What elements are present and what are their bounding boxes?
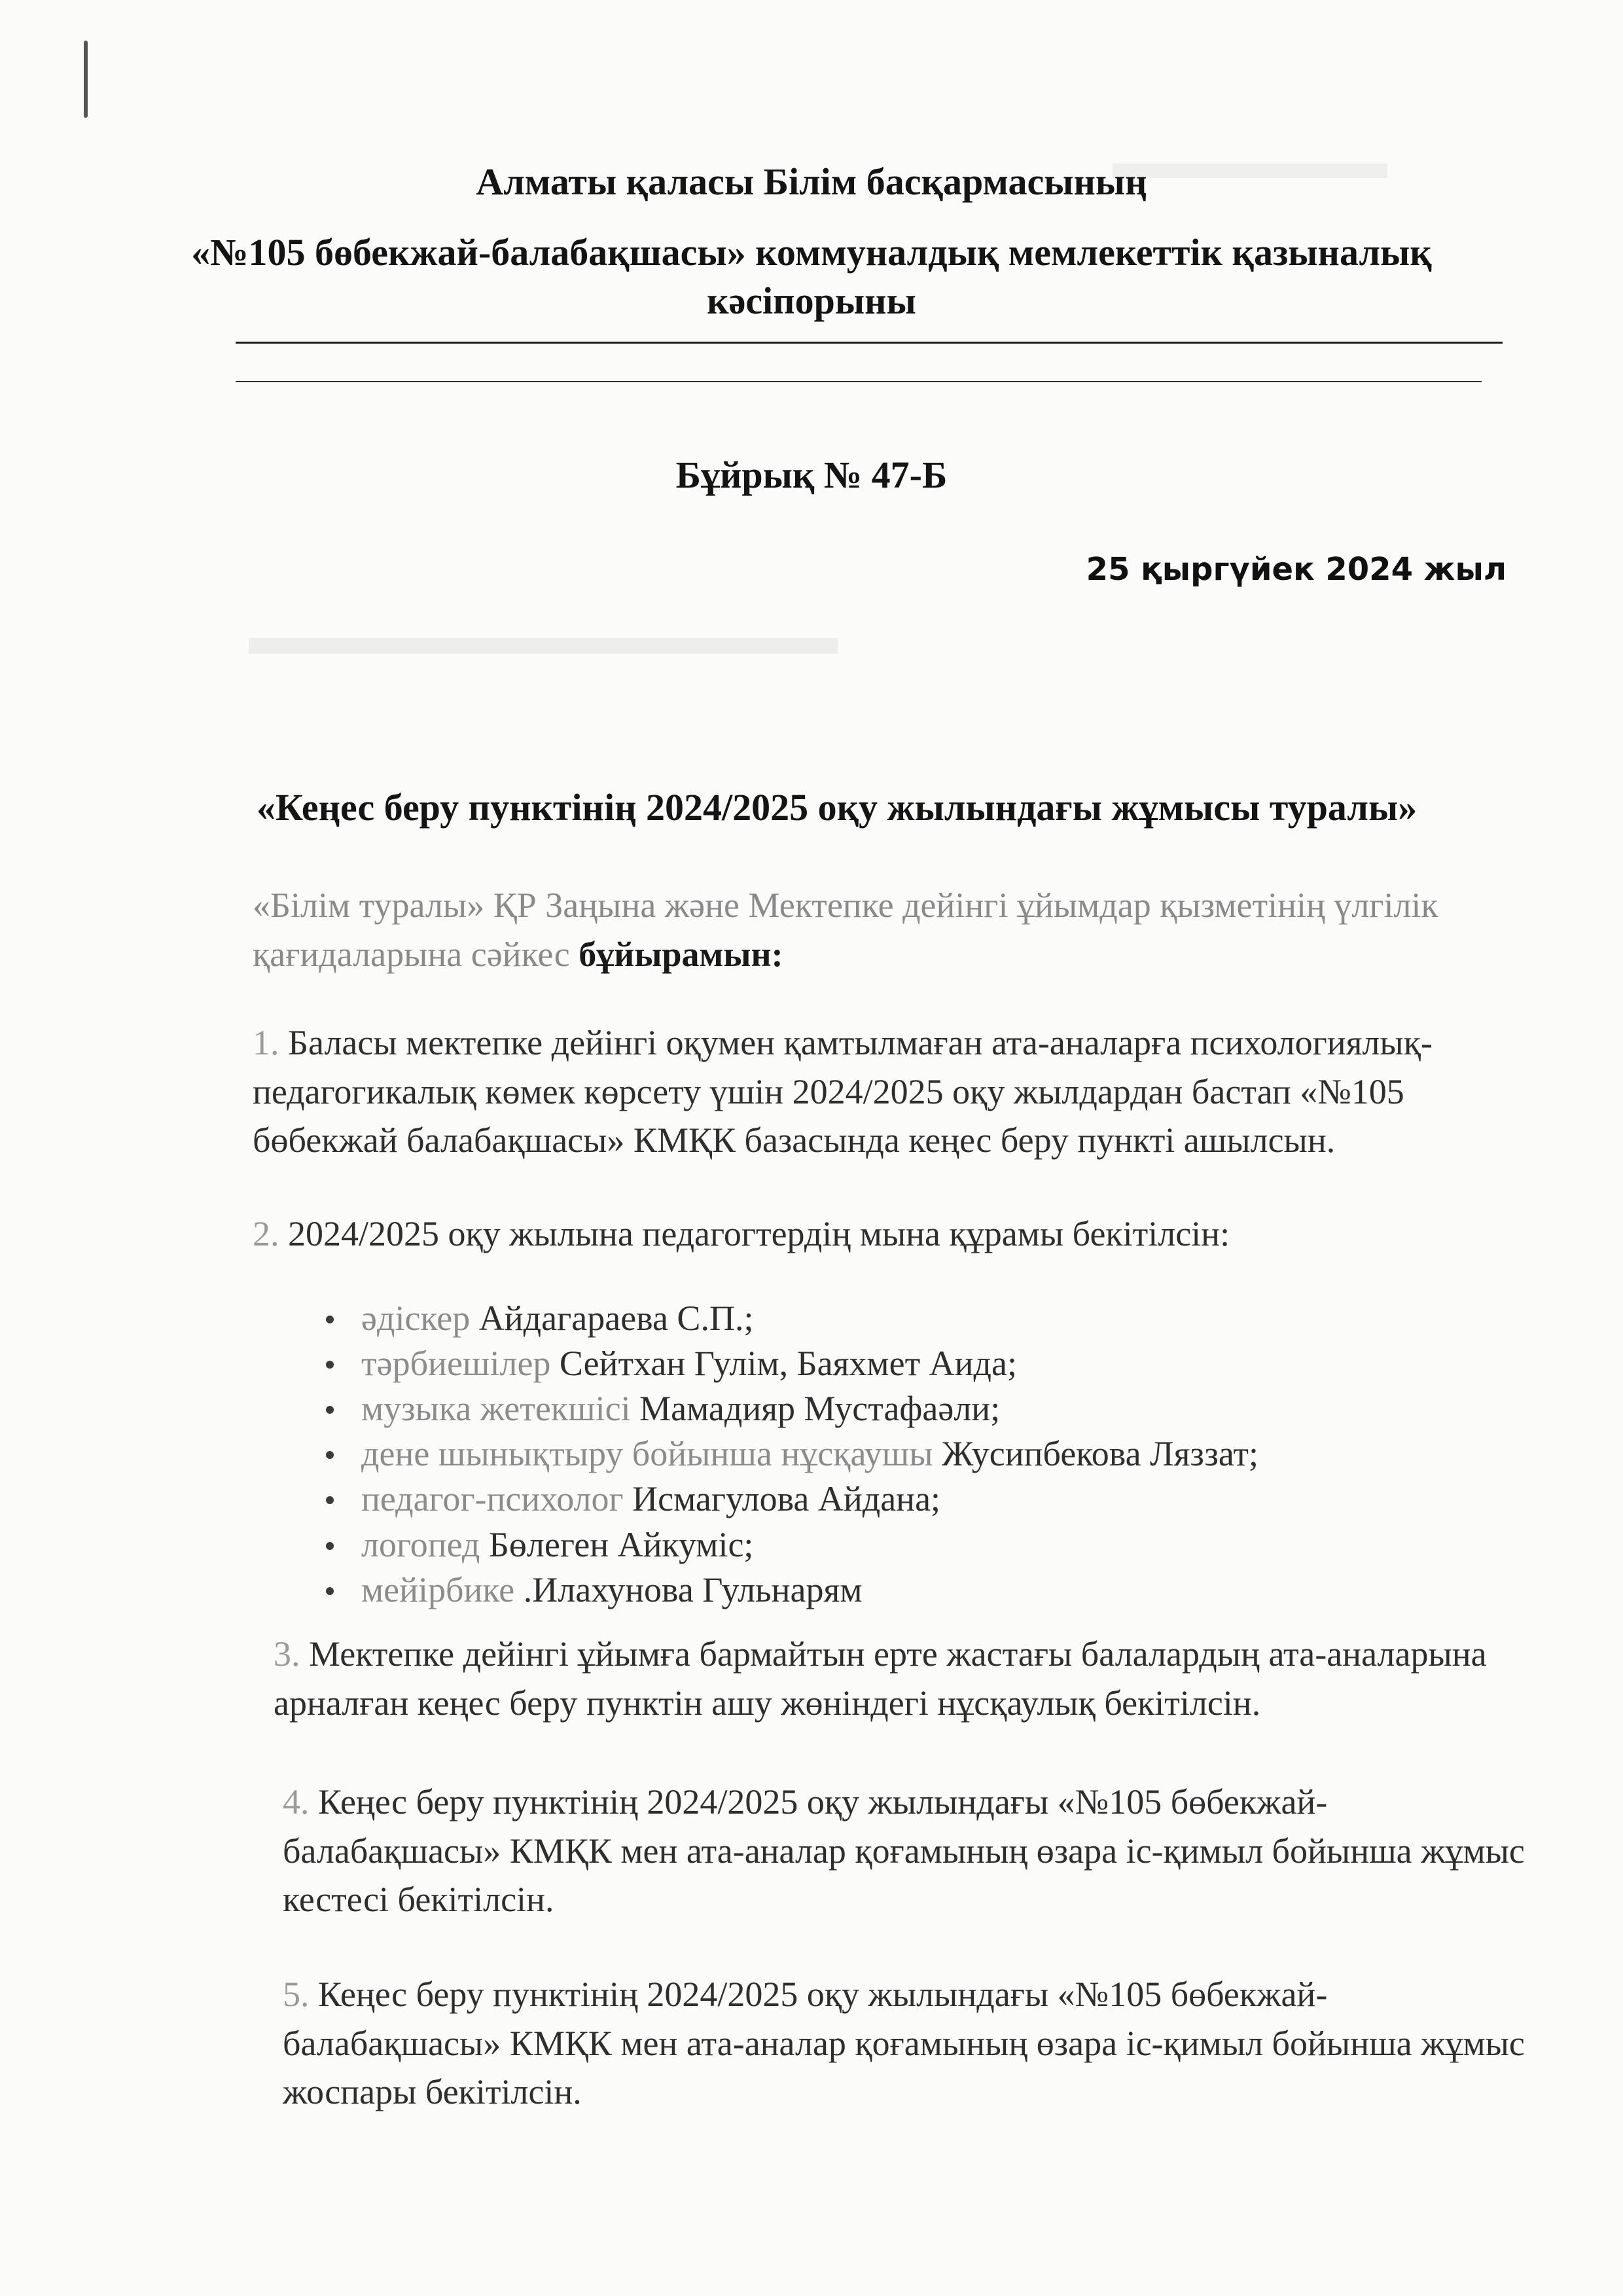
order-item-1 [253, 1018, 1535, 1165]
staff-role: әдіскер [361, 1299, 471, 1338]
staff-list [321, 1296, 1531, 1613]
staff-person: Бөлеген Айкуміс; [480, 1524, 754, 1564]
order-item-3 [274, 1630, 1537, 1727]
staff-role: педагог-психолог [361, 1479, 624, 1519]
staff-role: дене шынықтыру бойынша нұсқаушы [361, 1434, 933, 1474]
staff-role: музыка жетекшісі [361, 1389, 631, 1429]
item-number: 2. [253, 1214, 279, 1253]
order-item-5 [283, 1970, 1539, 2117]
staff-list-item [321, 1431, 1531, 1477]
scan-edge-mark [84, 41, 88, 118]
order-number: Бұйрық № 47-Б [675, 454, 948, 496]
item-text: 2024/2025 оқу жылына педагогтердің мына құрамы бекітілсін: [288, 1214, 1230, 1253]
item-number: 3. [274, 1634, 300, 1674]
document-title: «Кеңес беру пунктінің 2024/2025 оқу жылындағы жұмысы туралы» [257, 786, 1418, 829]
header-rule-top [236, 342, 1503, 344]
staff-list-item [321, 1296, 1531, 1341]
item-text: Мектепке дейінгі ұйымға бармайтын ерте жастағы балалардың ата-аналарына арналған кеңес беру пунктін ашу жөніндегі нұсқаулық бекітілсін. [274, 1634, 1487, 1723]
staff-list-item [321, 1522, 1531, 1568]
staff-role: тәрбиешілер [361, 1344, 551, 1384]
preamble-text: «Білім туралы» ҚР Заңына және Мектепке дейінгі ұйымдар қызметінің үлгілік қағидаларына сәйкес [253, 886, 1438, 974]
staff-list-item [321, 1386, 1531, 1431]
preamble [253, 881, 1535, 978]
header-line-1: Алматы қаласы Білім басқармасының [476, 160, 1147, 203]
staff-list-item [321, 1341, 1531, 1386]
staff-role: мейірбике [361, 1570, 515, 1609]
bleed-through-shadow [249, 638, 838, 654]
item-text: Кеңес беру пунктінің 2024/2025 оқу жылындағы «№105 бөбекжай-балабақшасы» КМҚК мен ата-аналар қоғамының өзара іс-қимыл бойынша жұмыс жоспары бекітілсін. [283, 1975, 1525, 2112]
staff-person: .Илахунова Гульнарям [514, 1570, 863, 1609]
staff-list-item [321, 1477, 1531, 1522]
staff-person: Жусипбекова Ляззат; [933, 1434, 1258, 1474]
order-item-2 [253, 1210, 1535, 1259]
staff-role: логопед [361, 1524, 480, 1564]
staff-person: Сейтхан Гулім, Баяхмет Аида; [550, 1344, 1018, 1384]
item-number: 4. [283, 1782, 310, 1821]
order-item-4 [283, 1778, 1539, 1924]
staff-person: Исмагулова Айдана; [623, 1479, 941, 1519]
preamble-bold: бұйырамын [579, 934, 772, 974]
staff-person: Айдагараева С.П.; [470, 1299, 754, 1338]
header-line-3: кәсіпорыны [707, 279, 916, 322]
preamble-end: : [771, 934, 783, 974]
header-line-2: «№105 бөбекжай-балабақшасы» коммуналдық мемлекеттік қазыналық [191, 231, 1432, 274]
item-number: 1. [253, 1023, 279, 1062]
item-text: Кеңес беру пунктінің 2024/2025 оқу жылындағы «№105 бөбекжай-балабақшасы» КМҚК мен ата-аналар қоғамының өзара іс-қимыл бойынша жұмыс кестесі бекітілсін. [283, 1782, 1525, 1920]
order-date: 25 қыргүйек 2024 жыл [1086, 551, 1507, 588]
item-number: 5. [283, 1975, 310, 2014]
staff-person: Мамадияр Мустафаәли; [630, 1389, 1001, 1429]
header-rule-bottom [236, 381, 1482, 382]
staff-list-item [321, 1568, 1531, 1613]
item-text: Баласы мектепке дейінгі оқумен қамтылмаған ата-аналарға психологиялық-педагогикалық көмек көрсету үшін 2024/2025 оқу жылдардан бастап «№105 бөбекжай балабақшасы» КМҚК базасында кеңес беру пункті ашылсын. [253, 1023, 1433, 1160]
